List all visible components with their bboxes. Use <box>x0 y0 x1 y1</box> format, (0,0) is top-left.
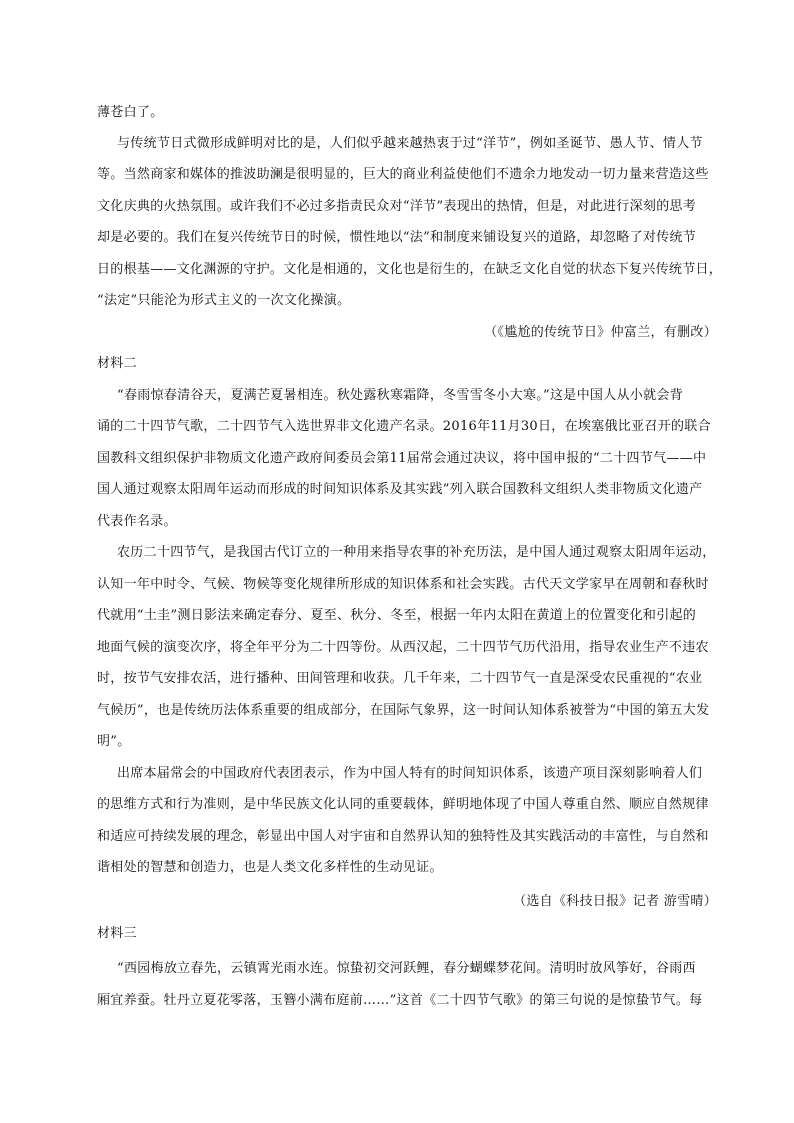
paragraph-line: 厢宜养蚕。牡丹立夏花零落，玉簪小满布庭前……”这首《二十四节气歌》的第三句说的是惊蛰节气。每 <box>97 993 703 1008</box>
paragraph-line: 国教科文组织保护非物质文化遗产政府间委员会第11届常会通过决议，将中国申报的“二十四节气——中 <box>97 451 707 466</box>
source-citation: （《尴尬的传统节日》仲富兰，有删改） <box>484 325 717 340</box>
paragraph-line: 认知一年中时令、气候、物候等变化规律所形成的知识体系和社会实践。古代天文学家早在周朝和春秋时 <box>97 577 709 592</box>
paragraph-line: “西园梅放立春先，云镇霄光雨水连。惊蛰初交河跃鲤，春分蝴蝶梦花间。清明时放风筝好，谷雨西 <box>117 961 696 976</box>
paragraph-line: 的思维方式和行为准则，是中华民族文化认同的重要载体，鲜明地体现了中国人尊重自然、顺应自然规律 <box>97 797 709 812</box>
paragraph-line: 却是必要的。我们在复兴传统节日的时候，惯性地以“法”和制度来铺设复兴的道路，却忽略了对传统节 <box>97 230 697 245</box>
paragraph-line: “法定”只能沦为形式主义的一次文化操演。 <box>97 293 351 308</box>
paragraph-line: 和适应可持续发展的理念，彰显出中国人对宇宙和自然界认知的独特性及其实践活动的丰富性，与自然和 <box>97 829 709 844</box>
paragraph-line: 日的根基——文化渊源的守护。文化是相通的，文化也是衍生的，在缺乏文化自觉的状态下复兴传统节日， <box>97 262 723 277</box>
paragraph-line: 农历二十四节气，是我国古代订立的一种用来指导农事的补充历法，是中国人通过观察太阳周年运动， <box>117 545 716 560</box>
section-heading-material-3: 材料三 <box>97 926 137 941</box>
paragraph-line: 诵的二十四节气歌，二十四节气入选世界非文化遗产名录。2016年11月30日，在埃塞俄比亚召开的联合 <box>97 419 711 434</box>
source-citation: （选自《科技日报》记者 游雪晴） <box>513 894 717 909</box>
paragraph-line: 出席本届常会的中国政府代表团表示，作为中国人特有的时间知识体系，该遗产项目深刻影响着人们 <box>117 766 703 781</box>
paragraph-line: 等。当然商家和媒体的推波助澜是很明显的，巨大的商业利益使他们不遗余力地发动一切力量来营造这些 <box>97 167 709 182</box>
paragraph-line: 气候历”，也是传统历法体系重要的组成部分，在国际气象界，这一时间认知体系被誉为“中国的第五大发 <box>97 703 710 718</box>
paragraph-line: 时，按节气安排农活，进行播种、田间管理和收获。几千年来，二十四节气一直是深受农民重视的“农业 <box>97 671 703 686</box>
paragraph-line: 文化庆典的火热氛围。或许我们不必过多指责民众对“洋节”表现出的热情，但是，对此进行深刻的思考 <box>97 199 697 214</box>
paragraph-line: 地面气候的演变次序，将全年平分为二十四等份。从西汉起，二十四节气历代沿用，指导农业生产不违农 <box>97 640 709 655</box>
paragraph-line: 代表作名录。 <box>97 514 177 529</box>
paragraph-line: 薄苍白了。 <box>97 105 164 120</box>
paragraph-line: 谐相处的智慧和创造力，也是人类文化多样性的生动见证。 <box>97 860 443 875</box>
paragraph-line: 明”。 <box>97 734 131 749</box>
paragraph-line: 代就用“土圭”测日影法来确定春分、夏至、秋分、冬至，根据一年内太阳在黄道上的位置变化和引起的 <box>97 608 697 623</box>
section-heading-material-2: 材料二 <box>97 356 137 371</box>
paragraph-line: “春雨惊春清谷天，夏满芒夏暑相连。秋处露秋寒霜降，冬雪雪冬小大寒。”这是中国人从小就会背 <box>117 388 683 403</box>
paragraph-line: 与传统节日式微形成鲜明对比的是，人们似乎越来越热衷于过“洋节”，例如圣诞节、愚人节、情人节 <box>117 136 703 151</box>
paragraph-line: 国人通过观察太阳周年运动而形成的时间知识体系及其实践”列入联合国教科文组织人类非物质文化遗产 <box>97 482 703 497</box>
